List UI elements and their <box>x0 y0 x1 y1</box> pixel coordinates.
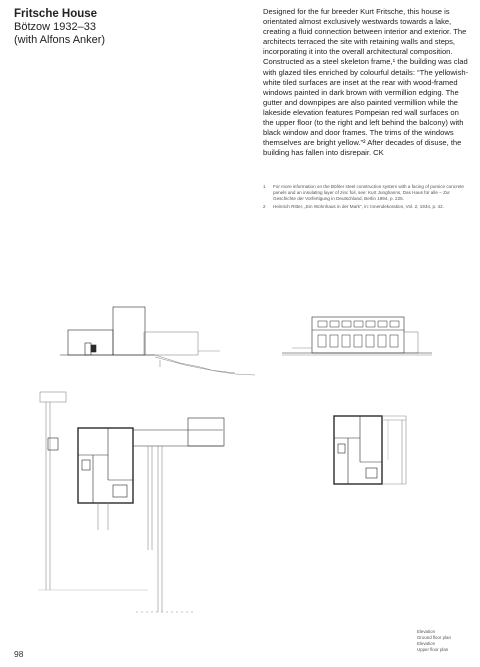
caption-upper-floor-plan: Upper floor plan <box>417 647 449 652</box>
ground-floor-plan <box>38 390 238 615</box>
footnote-text: Heinrich Ritter, „Ein Wohnhaus in der Mark“, in: Innendekoration, Vol. 2, 1934, p. 42. <box>273 204 444 209</box>
body-text: Designed for the fur breeder Kurt Fritsche, this house is orientated almost exclusively westwards towards a lake, creating a fluid connection between interior and exterior. The architects terraced the site with retaining walls and steps, incorporating it into the overall architectural composition. Constructed as a steel skeleton frame,¹ the building was clad with glazed tiles enriched by colourful details: “The yellowish-white tiled surfaces are inset at the rear with wood-framed windows painted in dark brown with vermillion edging. The gutter and downpipes are also painted vermillion while the lakeside elevation features Pompeian red wall surfaces on the upper floor (to the right and left behind the balcony) with black window and door frames. The trims of the windows themselves are bright yellow.”² After decades of disuse, the building has fallen into disrepair. CK <box>263 7 469 158</box>
page-title: Fritsche House <box>14 8 98 20</box>
subtitle-collaborator: (with Alfons Anker) <box>14 33 106 46</box>
footnote-number: 1 <box>263 184 266 189</box>
drawing-captions <box>417 629 477 653</box>
footnote-text: For more information on the Böhler steel construction system with a facing of pumice concrete panels and an insulating layer of zinc foil, see: Kurt Junghanns, Das Haus für alle – Zur Geschichte der Vorfertigung in Deutschland, Berlin 1994, p. 225. <box>273 184 464 201</box>
footnotes <box>263 184 471 212</box>
caption-elevation: Elevation <box>417 641 436 646</box>
caption-ground-floor-plan: Ground floor plan <box>417 635 451 640</box>
elevation-drawing-left <box>60 305 260 380</box>
elevation-drawing-right <box>282 312 432 362</box>
title-block <box>14 8 234 46</box>
subtitle-location-date: Bötzow 1932–33 <box>14 21 96 33</box>
footnote-number: 2 <box>263 204 266 209</box>
upper-floor-plan <box>328 400 418 490</box>
caption-elevation: Elevation <box>417 629 436 634</box>
page-number: 98 <box>14 649 24 659</box>
footnote-1 <box>263 184 471 202</box>
footnote-2 <box>263 204 471 210</box>
